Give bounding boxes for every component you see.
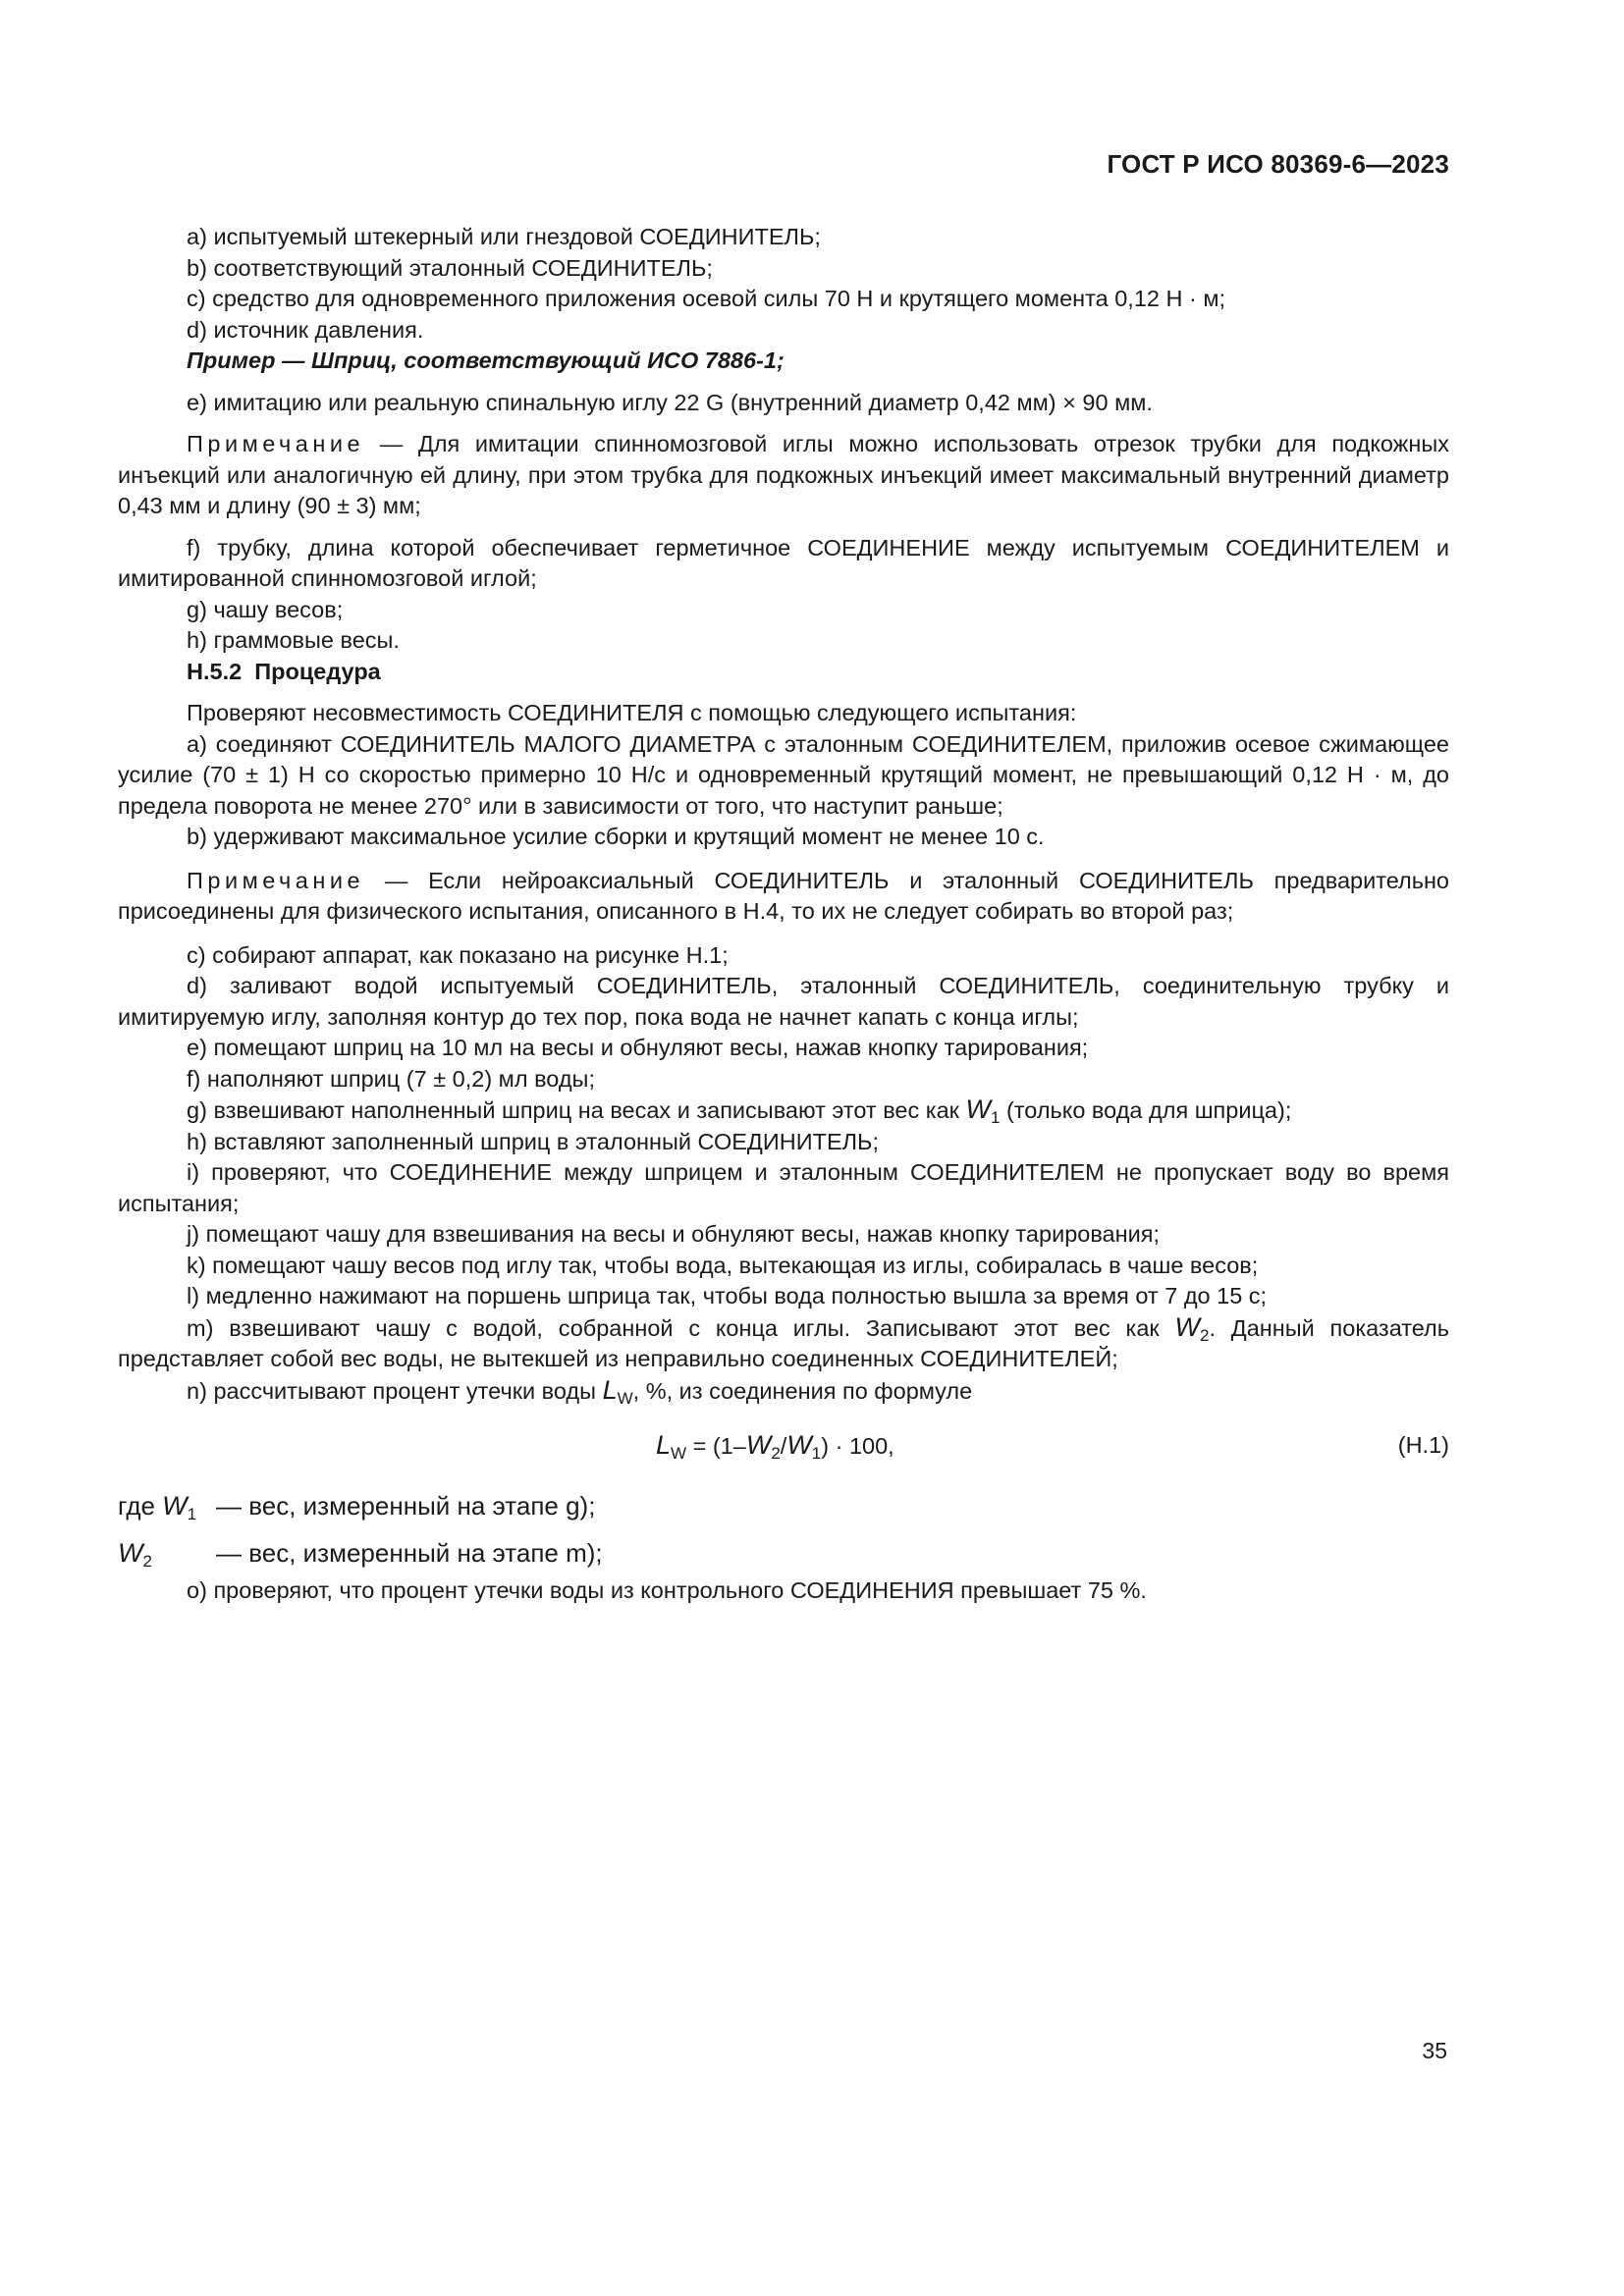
formula-number: (Н.1): [1397, 1432, 1449, 1458]
list-item: a) испытуемый штекерный или гнездовой СОЕДИНИТЕЛЬ;: [187, 224, 821, 249]
list-item: c) собирают аппарат, как показано на рисунке Н.1;: [187, 941, 729, 968]
where-definition: — вес, измеренный на этапе m);: [216, 1538, 603, 1568]
document-header: ГОСТ Р ИСО 80369-6—2023: [1107, 149, 1449, 179]
where-row: [118, 1491, 1449, 1528]
list-item: b) соответствующий эталонный СОЕДИНИТЕЛЬ;: [187, 254, 713, 281]
list-item: j) помещают чашу для взвешивания на весы и обнуляют весы, нажав кнопку тарирования;: [187, 1221, 1160, 1247]
formula-expression: $L_W = (1-W_2/W_1) \cdot 100$,: [656, 1430, 894, 1463]
list-item: h) вставляют заполненный шприц в эталонный СОЕДИНИТЕЛЬ;: [187, 1128, 879, 1154]
where-symbol: где $W_1$: [118, 1491, 197, 1523]
note-label: Примечание: [187, 867, 365, 893]
document-body: [118, 222, 1449, 1607]
list-item: i) проверяют, что СОЕДИНЕНИЕ между шприцем и эталонным СОЕДИНИТЕЛЕМ не пропускает воду во время испытания;: [118, 1159, 1450, 1216]
list-item: a) соединяют СОЕДИНИТЕЛЬ МАЛОГО ДИАМЕТРА с эталонным СОЕДИНИТЕЛЕМ, приложив осевое сжимающее усилие (70 ± 1) Н со скоростью примерно 10 Н/с и одновременный крутящий момент, не превышающий 0,12 Н · м, до предела поворота не менее 270° или в зависимости от того, что наступит раньше;: [118, 730, 1449, 819]
list-item: e) помещают шприц на 10 мл на весы и обнуляют весы, нажав кнопку тарирования;: [187, 1035, 1089, 1060]
list-item: c) средство для одновременного приложения осевой силы 70 Н и крутящего момента 0,12 Н · м;: [187, 286, 1226, 311]
intro-paragraph: Проверяют несовместимость СОЕДИНИТЕЛЯ с помощью следующего испытания:: [187, 700, 1077, 725]
where-row: [118, 1538, 1449, 1575]
list-item: l) медленно нажимают на поршень шприца так, чтобы вода полностью вышла за время от 7 до 15 с;: [187, 1283, 1268, 1308]
list-item: b) удерживают максимальное усилие сборки и крутящий момент не менее 10 с.: [187, 824, 1045, 849]
list-item: d) источник давления.: [187, 316, 424, 343]
variable: L: [602, 1374, 618, 1405]
variable: W: [965, 1095, 991, 1124]
list-item: h) граммовые весы.: [187, 627, 400, 653]
list-item: g) взвешивают наполненный шприц на весах и записывают этот вес как $W_1$ (только вода для шприца);: [187, 1095, 1292, 1127]
variable: W: [1174, 1311, 1200, 1342]
list-item: m) взвешивают чашу с водой, собранной с конца иглы. Записывают этот вес как $W_2$. Данный показатель представляет собой вес воды, не вытекшей из неправильно соединенных СОЕДИНИТЕЛЕЙ;: [118, 1311, 1450, 1371]
formula-block: [118, 1420, 1449, 1469]
section-heading: H.5.2 Процедура: [187, 658, 381, 684]
list-item: f) трубку, длина которой обеспечивает герметичное СОЕДИНЕНИЕ между испытуемым СОЕДИНИТЕЛЕМ и имитированной спинномозговой иглой;: [118, 534, 1450, 591]
example-line: Пример — Шприц, соответствующий ИСО 7886-1;: [187, 347, 785, 373]
where-symbol: $W_2$: [118, 1538, 152, 1571]
where-definition: — вес, измеренный на этапе g);: [216, 1491, 596, 1521]
note-paragraph: Примечание — Для имитации спинномозговой иглы можно использовать отрезок трубки для подкожных инъекций или аналогичную ей длину, при этом трубка для подкожных инъекций имеет максимальный внутренний диаметр 0,43 мм и длину (90 ± 3) мм;: [118, 431, 1450, 518]
note-paragraph: Примечание — Если нейроаксиальный СОЕДИНИТЕЛЬ и эталонный СОЕДИНИТЕЛЬ предварительно присоединены для физического испытания, описанного в Н.4, то их не следует собирать во второй раз;: [118, 867, 1450, 924]
list-item: g) чашу весов;: [187, 596, 344, 622]
list-item: о) проверяют, что процент утечки воды из контрольного СОЕДИНЕНИЯ превышает 75 %.: [187, 1577, 1147, 1603]
list-item: k) помещают чашу весов под иглу так, чтобы вода, вытекающая из иглы, собиралась в чаше весов;: [187, 1252, 1259, 1278]
list-item: f) наполняют шприц (7 ± 0,2) мл воды;: [187, 1065, 595, 1092]
note-label: Примечание: [187, 431, 365, 456]
list-item: e) имитацию или реальную спинальную иглу 22 G (внутренний диаметр 0,42 мм) × 90 мм.: [187, 389, 1153, 415]
page-number: 35: [1422, 2038, 1447, 2063]
list-item: n) рассчитывают процент утечки воды $L_W$, %, из соединения по формуле: [187, 1374, 973, 1408]
list-item: d) заливают водой испытуемый СОЕДИНИТЕЛЬ, эталонный СОЕДИНИТЕЛЬ, соединительную трубку и имитируемую иглу, заполняя контур до тех пор, пока вода не начнет капать с конца иглы;: [118, 973, 1450, 1030]
